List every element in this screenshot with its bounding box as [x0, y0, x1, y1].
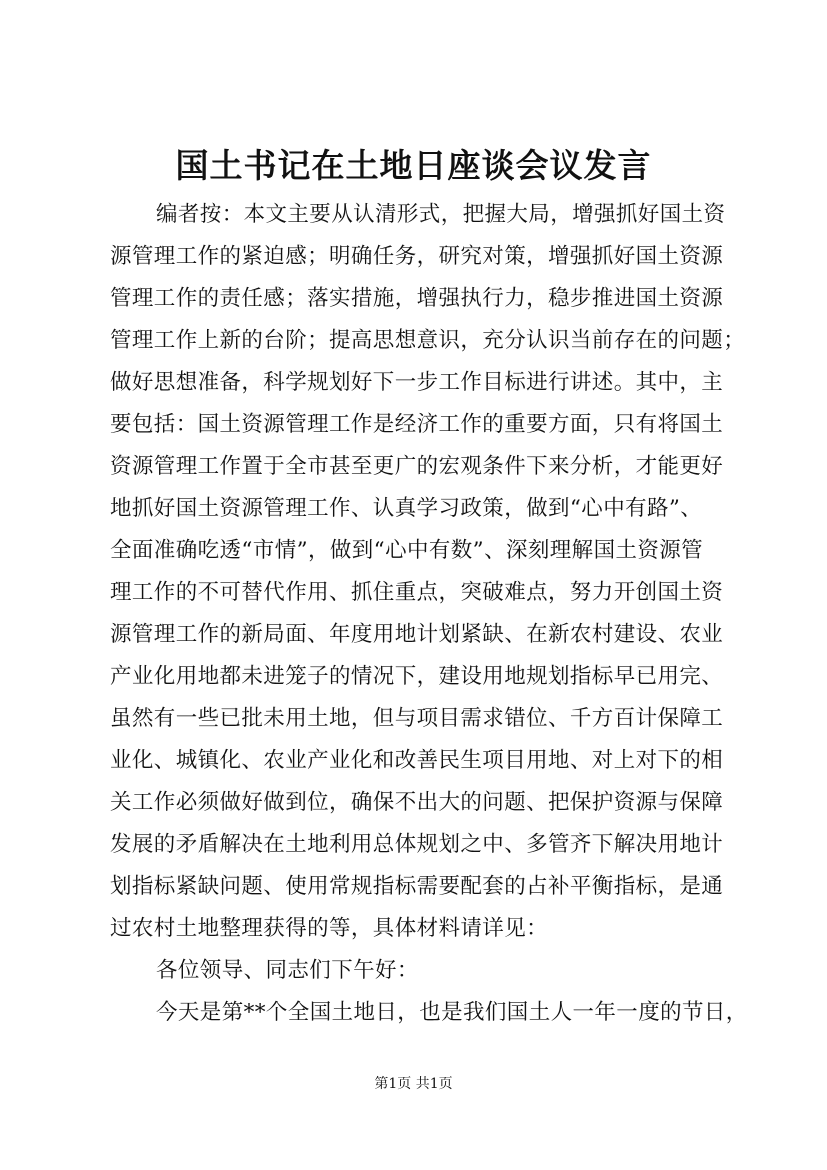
body-line: 今天是第**个全国土地日，也是我们国土人一年一度的节日，: [156, 1000, 748, 1025]
greeting-line: 各位领导、同志们下午好：: [156, 958, 419, 983]
body-line: 全面准确吃透“市情”，做到“心中有数”、深刻理解国土资源管: [110, 538, 704, 563]
body-line: 管理工作的责任感；落实措施，增强执行力，稳步推进国土资源: [110, 286, 724, 311]
body-line: 做好思想准备，科学规划好下一步工作目标进行讲述。其中，主: [110, 370, 724, 395]
body-line: 源管理工作的紧迫感；明确任务，研究对策，增强抓好国土资源: [110, 244, 724, 269]
body-line: 虽然有一些已批未用土地，但与项目需求错位、千方百计保障工: [110, 706, 724, 731]
document-body: [110, 194, 750, 1034]
body-line: 业化、城镇化、农业产业化和改善民生项目用地、对上对下的相: [110, 748, 724, 773]
body-line: 发展的矛盾解决在土地利用总体规划之中、多管齐下解决用地计: [110, 832, 724, 857]
document-title: 国土书记在土地日座谈会议发言: [175, 146, 652, 185]
body-line: 要包括：国土资源管理工作是经济工作的重要方面，只有将国土: [110, 412, 724, 437]
body-line: 源管理工作的新局面、年度用地计划紧缺、在新农村建设、农业: [110, 622, 724, 647]
body-line: 过农村土地整理获得的等，具体材料请详见：: [110, 916, 549, 941]
page-number-footer: 第1页 共1页: [374, 1076, 453, 1092]
body-line: 划指标紧缺问题、使用常规指标需要配套的占补平衡指标，是通: [110, 874, 724, 899]
body-line: 资源管理工作置于全市甚至更广的宏观条件下来分析，才能更好: [110, 454, 724, 479]
body-line: 管理工作上新的台阶；提高思想意识，充分认识当前存在的问题；: [110, 328, 746, 353]
body-line: 产业化用地都未进笼子的情况下，建设用地规划指标早已用完、: [110, 664, 724, 689]
body-line: 关工作必须做好做到位，确保不出大的问题、把保护资源与保障: [110, 790, 724, 815]
body-line: 编者按：本文主要从认清形式，把握大局，增强抓好国土资: [156, 202, 726, 227]
body-line: 地抓好国土资源管理工作、认真学习政策，做到“心中有路”、: [110, 496, 703, 521]
body-line: 理工作的不可替代作用、抓住重点，突破难点，努力开创国土资: [110, 580, 724, 605]
